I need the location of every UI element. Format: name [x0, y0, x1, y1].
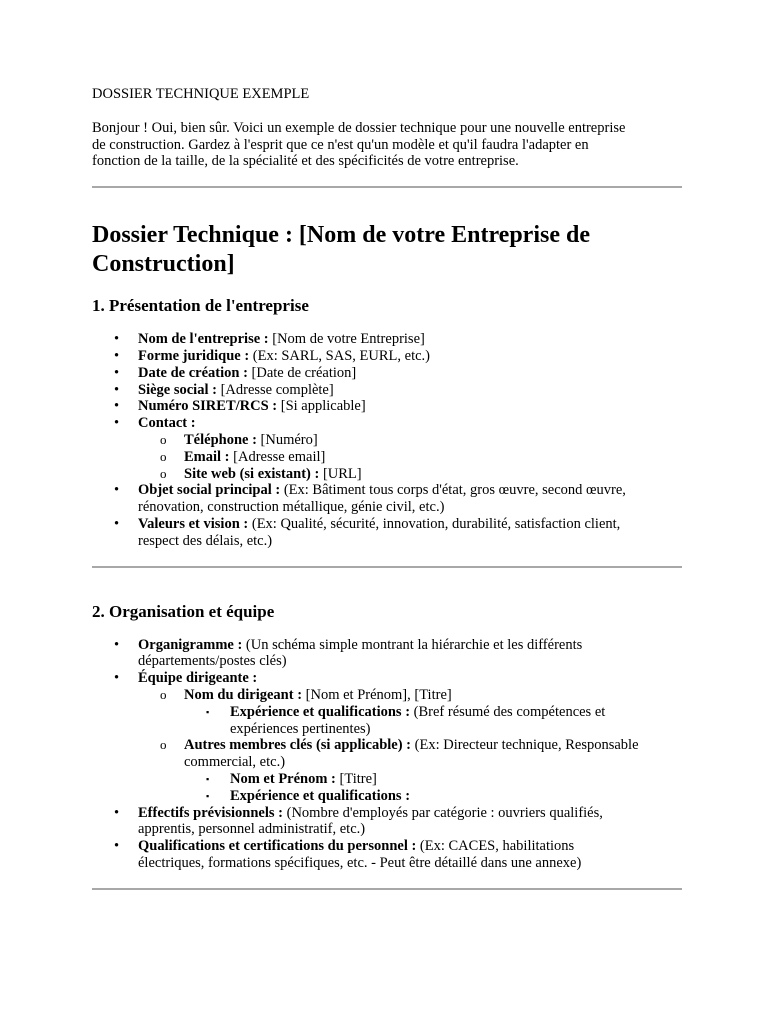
- list-item: • Qualifications et certifications du personnel : (Ex: CACES, habilitations électriques, formations spécifiques, etc. - Peut être détaillé dans une annexe): [114, 838, 582, 871]
- list-item: o Email : [Adresse email]: [160, 448, 326, 465]
- list-item: o Autres membres clés (si applicable) : (Ex: Directeur technique, Responsable commercial, etc.) ▪ Nom et Prénom : [Titre] ▪ Expérience et qualifications :: [138, 737, 682, 804]
- document-content: [92, 86, 682, 890]
- bullet-disc: •: [114, 804, 120, 821]
- bullet-disc: •: [114, 347, 120, 364]
- bullet-disc: •: [114, 838, 120, 855]
- bullet-disc: •: [114, 398, 120, 415]
- list-item: • Nom de l'entreprise : [Nom de votre Entreprise]: [114, 331, 425, 348]
- list-item: o Téléphone : [Numéro]: [160, 431, 318, 448]
- bullet-disc: •: [114, 636, 120, 653]
- list-item: • Organigramme : (Un schéma simple montrant la hiérarchie et les différents départements/postes clés): [114, 636, 583, 670]
- bullet-square: ▪: [206, 773, 210, 784]
- bullet-disc: •: [114, 670, 120, 687]
- intro-line: Bonjour ! Oui, bien sûr. Voici un exemple de dossier technique pour une nouvelle entreprise: [92, 119, 626, 136]
- list-item: • Objet social principal : (Ex: Bâtiment tous corps d'état, gros œuvre, second œuvre, rénovation, construction métallique, génie civil, etc.): [114, 482, 626, 516]
- intro-line: de construction. Gardez à l'esprit que ce n'est qu'un modèle et qu'il faudra l'adapter en: [92, 136, 589, 153]
- bullet-disc: •: [114, 364, 120, 381]
- document-title-line: Construction]: [92, 251, 235, 278]
- bullet-square: ▪: [206, 706, 210, 717]
- section-heading-presentation: 1. Présentation de l'entreprise: [92, 296, 309, 316]
- bullet-circle: o: [160, 465, 167, 481]
- list-item: • Contact : o Téléphone : [Numéro] o Email : [Adresse email] o Site web (si existant) : [URL]: [92, 415, 682, 482]
- section-heading-organisation: 2. Organisation et équipe: [92, 601, 275, 621]
- organisation-list: [92, 637, 682, 872]
- bullet-circle: o: [160, 737, 167, 753]
- presentation-list: [92, 331, 682, 549]
- bullet-disc: •: [114, 415, 120, 432]
- list-item: ▪ Nom et Prénom : [Titre]: [206, 770, 377, 787]
- equipe-sublist: [138, 687, 682, 805]
- intro-paragraph: [92, 120, 682, 170]
- intro-title: DOSSIER TECHNIQUE EXEMPLE: [92, 86, 310, 102]
- list-item: o Nom du dirigeant : [Nom et Prénom], [Titre] ▪ Expérience et qualifications : (Bref résumé des compétences et expériences pertinentes): [138, 687, 682, 737]
- autres-sublist: [184, 771, 682, 805]
- document-title: [92, 221, 682, 279]
- bullet-square: ▪: [206, 790, 210, 801]
- list-item: • Date de création : [Date de création]: [114, 364, 357, 381]
- list-item: • Valeurs et vision : (Ex: Qualité, sécurité, innovation, durabilité, satisfaction client, respect des délais, etc.): [114, 515, 621, 549]
- intro-line: fonction de la taille, de la spécialité et des spécificités de votre entreprise.: [92, 153, 519, 170]
- bullet-disc: •: [114, 515, 120, 532]
- bullet-circle: o: [160, 686, 167, 702]
- bullet-circle: o: [160, 431, 167, 447]
- list-item: ▪ Expérience et qualifications :: [206, 787, 411, 804]
- bullet-circle: o: [160, 448, 167, 464]
- bullet-disc: •: [114, 381, 120, 398]
- list-item: ▪ Expérience et qualifications : (Bref résumé des compétences et expériences pertinentes): [206, 703, 606, 737]
- list-item: • Effectifs prévisionnels : (Nombre d'employés par catégorie : ouvriers qualifiés, apprentis, personnel administratif, etc.): [114, 804, 603, 838]
- list-item: • Forme juridique : (Ex: SARL, SAS, EURL, etc.): [114, 347, 430, 364]
- list-item: • Numéro SIRET/RCS : [Si applicable]: [114, 398, 366, 415]
- document-title-line: Dossier Technique : [Nom de votre Entreprise de: [92, 222, 590, 249]
- contact-sublist: [138, 432, 682, 482]
- divider: [92, 186, 682, 188]
- divider: [92, 888, 682, 890]
- list-item: • Équipe dirigeante : o Nom du dirigeant : [Nom et Prénom], [Titre] ▪ Expérience et qualifications : (Bref résumé des compétences et expériences pertinentes) o Autres membres clés (si applicable) : (Ex: Directeur technique, Responsable commercial, etc.) ▪ Nom et Prénom : [Titre] ▪ Expérience et qualifications :: [92, 670, 682, 804]
- divider: [92, 566, 682, 568]
- bullet-disc: •: [114, 331, 120, 348]
- dirigeant-sublist: [184, 704, 682, 738]
- list-item: o Site web (si existant) : [URL]: [160, 465, 362, 482]
- list-item: • Siège social : [Adresse complète]: [114, 381, 334, 398]
- bullet-disc: •: [114, 482, 120, 499]
